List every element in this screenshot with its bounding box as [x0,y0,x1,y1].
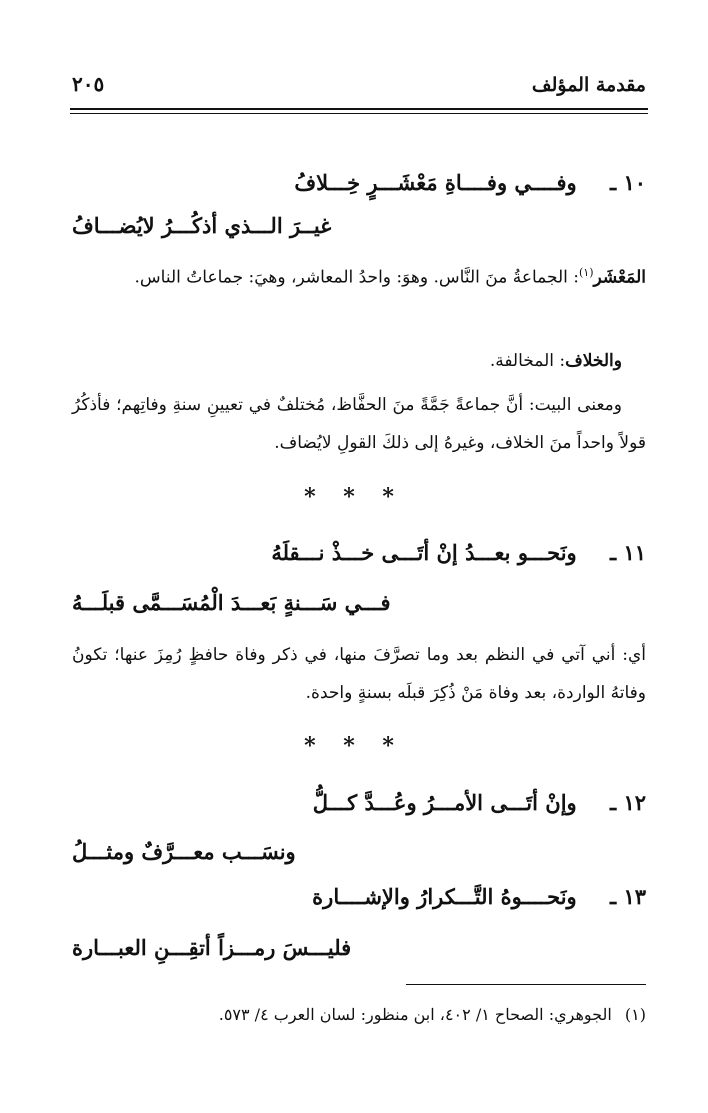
paragraph-muashar [72,254,646,297]
verse-12-line-1 [313,790,646,815]
verse-11-line-1 [271,540,646,565]
verse-number: ١٣ ـ [609,884,646,909]
paragraph-text: : الجماعةُ منَ النَّاس. وهوَ: واحدُ المعاشر، وهيَ: جماعاتُ الناس. [134,267,579,288]
verse-number: ١٠ ـ [609,170,646,195]
verse-10-line-1 [294,170,646,195]
verse-text: ونَحـــو بعـــدُ إنْ أتَـــى خـــذْ نـــقلَهُ [271,540,577,565]
verse-number: ١١ ـ [609,540,646,565]
footnote-mark: (١) [579,266,594,279]
verse-text: فليـــسَ رمـــزاً أتقِـــنِ العبـــارة [72,935,352,960]
verse-text: غيــرَ الـــذي أذكُـــرُ لايُضـــافُ [72,213,332,238]
verse-number: ١٢ ـ [609,790,646,815]
verse-text: وإنْ أتَـــى الأمـــرُ وعُـــدَّ كـــلُّ [312,790,577,815]
paragraph-meaning [72,386,646,462]
verse-13-line-1 [312,884,646,909]
page-number: ٢٠٥ [72,72,105,96]
verse-text: ونَحــــوهُ التَّـــكرارُ والإشــــارة [312,884,577,909]
footnote [72,1005,646,1024]
header-title: مقدمة المؤلف [531,74,646,96]
paragraph-khilaf [72,342,622,380]
verse-text: فـــي سَـــنةٍ بَعـــدَ الْمُسَـــمَّى قبلَـــهُ [72,590,391,615]
page-header [72,74,646,108]
paragraph-text: ومعنى البيت: أنَّ جماعةً جَمَّةً منَ الحفَّاظ، مُختلفٌ في تعيينِ سنةِ وفاتِهم؛ فأذكُرُ قولاً واحداً منَ الخلاف، وغيرهُ إلى ذلكَ القولِ لايُضاف. [72,395,646,453]
verse-13-line-2 [72,935,646,960]
section-separator: * * * [304,484,404,510]
verse-text: ونسَـــب معـــرَّفٌ ومثـــلُ [72,839,296,864]
footnote-text: الجوهري: الصحاح ١/ ٤٠٢، ابن منظور: لسان العرب ٤/ ٥٧٣. [218,1005,612,1024]
header-rule-thin [70,113,648,114]
paragraph-text: أي: أني آتي في النظم بعد وما تصرَّفَ منها، في ذكر وفاة حافظٍ رُمِزَ عنها؛ تكونُ وفاتهُ الواردة، بعد وفاة مَنْ ذُكِرَ قبلَه بسنةٍ واحدة. [72,645,646,703]
verse-11-line-2 [72,590,646,615]
paragraph-text: : المخالفة. [489,351,566,371]
verse-text: وفــــي وفــــاةِ مَعْشَـــرٍ خِـــلافُ [294,170,577,195]
section-separator: * * * [304,733,404,759]
term: والخلاف [565,351,622,371]
footnote-mark: (١) [624,1005,646,1024]
footnote-rule [406,984,646,985]
paragraph-explanation [72,636,646,712]
header-rule [70,108,648,110]
verse-12-line-2 [72,839,646,864]
verse-10-line-2 [72,213,646,238]
term: المَعْشَر [593,267,646,288]
